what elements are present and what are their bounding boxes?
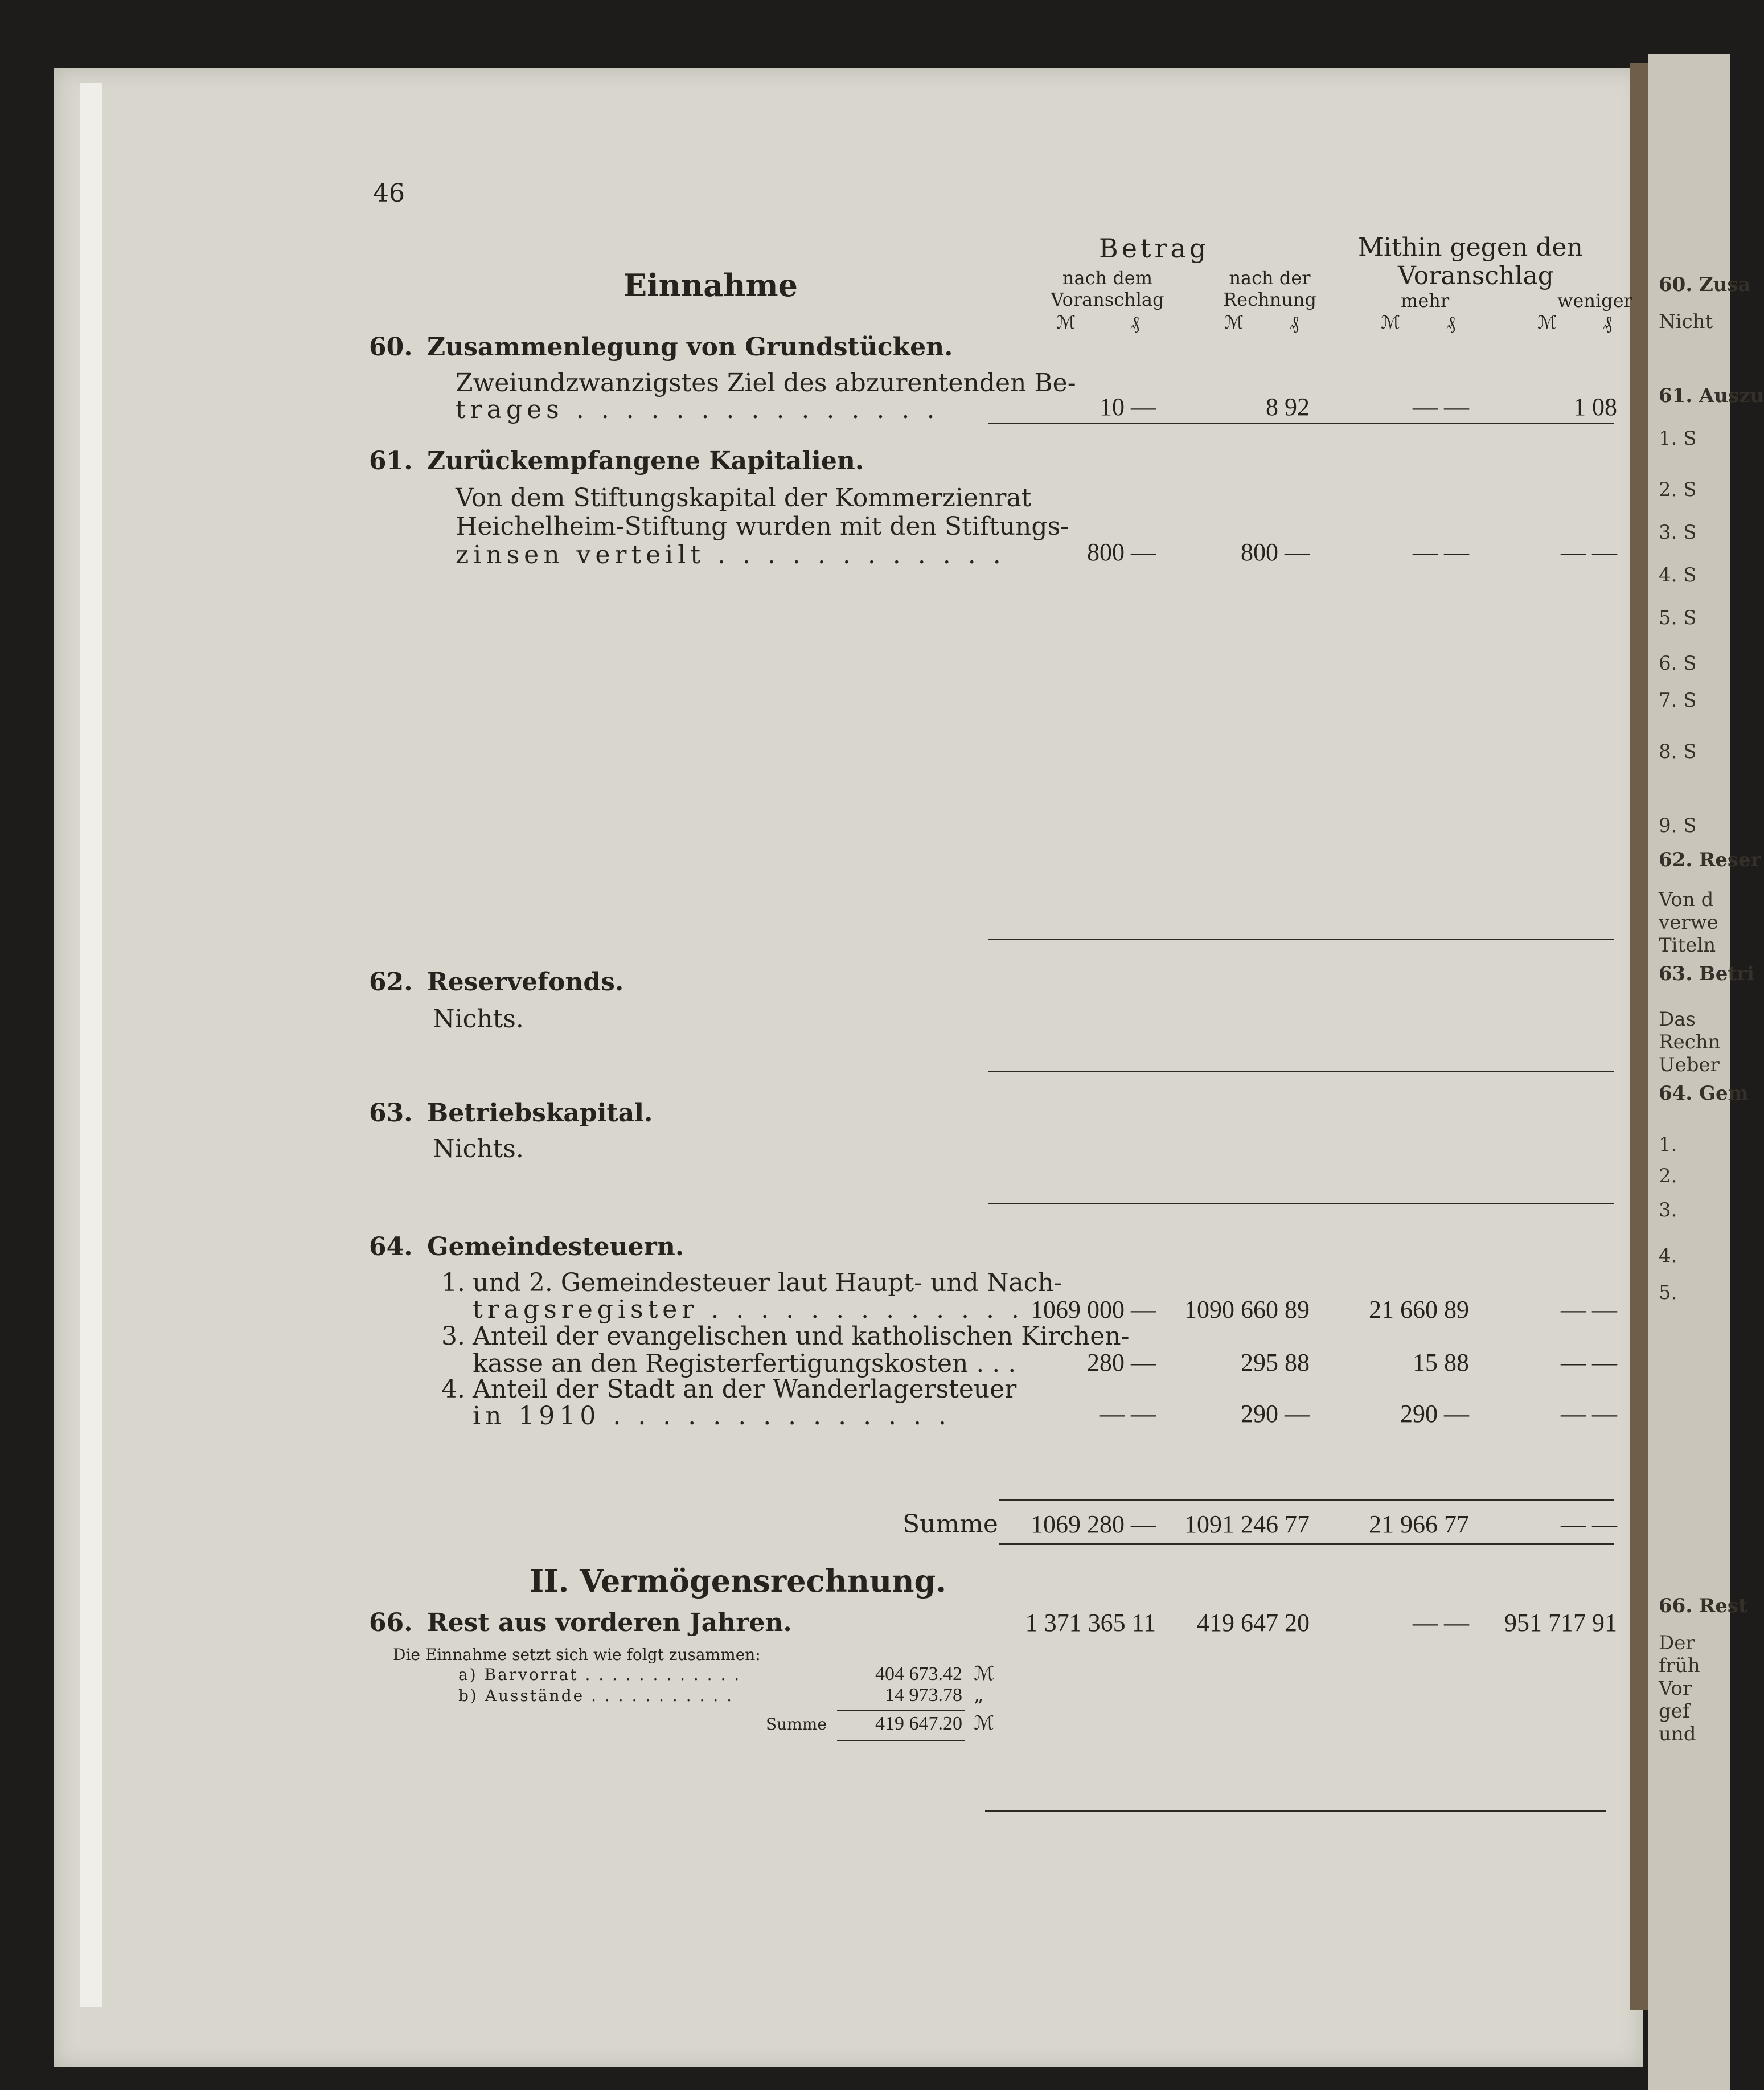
sub-number: 4. bbox=[441, 1375, 465, 1404]
page-number: 46 bbox=[373, 179, 405, 208]
facing-page-text: 7. S bbox=[1659, 689, 1697, 712]
breakdown-label: a) Barvorrat . . . . . . . . . . . . bbox=[458, 1665, 741, 1684]
mehr-value: 290 — bbox=[1400, 1400, 1469, 1428]
rechnung-header-1: nach der bbox=[1229, 267, 1311, 289]
mark-col4: ℳ bbox=[1537, 312, 1557, 333]
facing-page-text: 1. bbox=[1659, 1133, 1677, 1156]
rule bbox=[988, 1203, 1614, 1204]
facing-page-text: Von d bbox=[1659, 888, 1714, 911]
facing-page-text: 63. Betri bbox=[1659, 962, 1754, 985]
facing-page-text: 2. S bbox=[1659, 478, 1697, 501]
section-title: Einnahme bbox=[623, 267, 798, 304]
breakdown-total: 419 647.20 bbox=[875, 1713, 962, 1734]
item-number: 64. bbox=[369, 1232, 413, 1261]
rechnung-value: 1090 660 89 bbox=[1184, 1296, 1310, 1323]
betrag-header: Betrag bbox=[1099, 233, 1210, 264]
rule bbox=[999, 1543, 1614, 1545]
voranschlag-header-1: nach dem bbox=[1062, 267, 1153, 289]
summe-rechnung: 1091 246 77 bbox=[1184, 1510, 1310, 1538]
facing-page-text: 66. Rest bbox=[1659, 1595, 1747, 1617]
breakdown-unit: „ bbox=[974, 1683, 984, 1706]
mithin-header-2: Voranschlag bbox=[1398, 261, 1554, 290]
breakdown-total-label: Summe bbox=[766, 1715, 827, 1734]
facing-page-text: 3. bbox=[1659, 1199, 1677, 1222]
facing-page-text: 5. S bbox=[1659, 606, 1697, 629]
weniger-value: 1 08 bbox=[1573, 393, 1617, 421]
facing-page-text: Der bbox=[1659, 1632, 1695, 1654]
rechnung-value: 295 88 bbox=[1241, 1349, 1310, 1376]
rechnung-value: 290 — bbox=[1241, 1400, 1310, 1428]
breakdown-total-unit: ℳ bbox=[974, 1712, 995, 1735]
rule bbox=[837, 1740, 965, 1741]
weniger-value: — — bbox=[1561, 1400, 1617, 1428]
mehr-value: — — bbox=[1413, 393, 1469, 421]
item-text: Zweiundzwanzigstes Ziel des abzurentenden Be- bbox=[456, 368, 1076, 397]
facing-page-fragment bbox=[1648, 54, 1764, 2090]
facing-page-text: 8. S bbox=[1659, 740, 1697, 763]
rule bbox=[985, 1810, 1606, 1812]
pfennig-col2: ₰ bbox=[1290, 312, 1299, 333]
facing-page-text: Rechn bbox=[1659, 1031, 1721, 1054]
rule bbox=[988, 423, 1614, 424]
item-text: Von dem Stiftungskapital der Kommerzienrat bbox=[456, 483, 1032, 513]
facing-page-text: Ueber bbox=[1659, 1054, 1720, 1076]
item-text: Heichelheim-Stiftung wurden mit den Stiftungs- bbox=[456, 512, 1069, 541]
facing-page-text: 60. Zusa bbox=[1659, 273, 1751, 296]
rule bbox=[988, 1071, 1614, 1072]
voranschlag-value: 1 371 365 11 bbox=[1025, 1609, 1156, 1637]
item-title: Rest aus vorderen Jahren. bbox=[427, 1608, 792, 1637]
facing-page-text: 4. bbox=[1659, 1244, 1677, 1267]
sub-text: Anteil der evangelischen und katholischen Kirchen- bbox=[473, 1322, 1130, 1351]
item-number: 63. bbox=[369, 1099, 413, 1128]
rechnung-value: 419 647 20 bbox=[1197, 1609, 1310, 1637]
facing-page-text: 2. bbox=[1659, 1165, 1677, 1187]
mehr-value: 21 660 89 bbox=[1369, 1296, 1469, 1323]
rechnung-value: 800 — bbox=[1241, 538, 1310, 566]
sub-number: 3. bbox=[441, 1322, 465, 1351]
mehr-value: — — bbox=[1413, 538, 1469, 566]
facing-page-text: 4. S bbox=[1659, 564, 1697, 587]
item-number: 62. bbox=[369, 968, 413, 997]
mehr-header: mehr bbox=[1401, 290, 1450, 312]
item-text: trages . . . . . . . . . . . . . . . bbox=[456, 395, 940, 424]
summe-weniger: — — bbox=[1561, 1510, 1617, 1538]
rule bbox=[837, 1710, 965, 1711]
voranschlag-value: 800 — bbox=[1087, 538, 1156, 566]
summe-voranschlag: 1069 280 — bbox=[1031, 1510, 1156, 1538]
facing-page-text: 6. S bbox=[1659, 652, 1697, 675]
item-title: Betriebskapital. bbox=[427, 1099, 653, 1128]
facing-page-text: 9. S bbox=[1659, 814, 1697, 837]
voranschlag-value: 280 — bbox=[1087, 1349, 1156, 1376]
breakdown-intro: Die Einnahme setzt sich wie folgt zusammen: bbox=[393, 1645, 761, 1664]
mark-col2: ℳ bbox=[1224, 312, 1244, 333]
breakdown-value: 404 673.42 bbox=[875, 1663, 962, 1685]
weniger-value: 951 717 91 bbox=[1504, 1609, 1617, 1637]
facing-page-text: Nicht bbox=[1659, 310, 1713, 333]
part-heading: II. Vermögensrechnung. bbox=[530, 1563, 947, 1599]
voranschlag-value: 10 — bbox=[1100, 393, 1156, 421]
mehr-value: 15 88 bbox=[1413, 1349, 1469, 1376]
rechnung-value: 8 92 bbox=[1266, 393, 1310, 421]
facing-page-text: und bbox=[1659, 1723, 1696, 1745]
mehr-value: — — bbox=[1413, 1609, 1469, 1637]
weniger-header: weniger bbox=[1557, 290, 1632, 312]
item-title: Zusammenlegung von Grundstücken. bbox=[427, 333, 953, 362]
facing-page-text: verwe bbox=[1659, 911, 1718, 934]
rechnung-header-2: Rechnung bbox=[1223, 289, 1316, 310]
pfennig-col3: ₰ bbox=[1446, 312, 1455, 333]
facing-page-text: 5. bbox=[1659, 1281, 1677, 1304]
item-text: zinsen verteilt . . . . . . . . . . . . bbox=[456, 540, 1006, 569]
breakdown-value: 14 973.78 bbox=[885, 1685, 962, 1706]
sub-number: 1. bbox=[441, 1268, 465, 1297]
facing-page-text: 64. Gem bbox=[1659, 1082, 1749, 1105]
rule bbox=[988, 939, 1614, 940]
rule bbox=[999, 1499, 1614, 1501]
breakdown-unit: ℳ bbox=[974, 1662, 995, 1685]
summe-mehr: 21 966 77 bbox=[1369, 1510, 1469, 1538]
sub-text: kasse an den Registerfertigungskosten . . . bbox=[473, 1349, 1016, 1378]
voranschlag-value: 1069 000 — bbox=[1031, 1296, 1156, 1323]
weniger-value: — — bbox=[1561, 538, 1617, 566]
item-number: 60. bbox=[369, 333, 413, 362]
facing-page-text: gef bbox=[1659, 1700, 1690, 1723]
summe-label: Summe bbox=[902, 1510, 998, 1539]
facing-page-text: Das bbox=[1659, 1008, 1696, 1031]
sub-text: und 2. Gemeindesteuer laut Haupt- und Nach- bbox=[473, 1268, 1062, 1297]
pfennig-col4: ₰ bbox=[1603, 312, 1612, 333]
item-number: 61. bbox=[369, 446, 413, 476]
item-title: Gemeindesteuern. bbox=[427, 1232, 684, 1261]
page-edge bbox=[80, 83, 102, 2007]
facing-page-text: Titeln bbox=[1659, 934, 1716, 957]
breakdown-label: b) Ausstände . . . . . . . . . . . bbox=[458, 1686, 734, 1705]
sub-text: Anteil der Stadt an der Wanderlagersteuer bbox=[473, 1375, 1017, 1404]
mithin-header-1: Mithin gegen den bbox=[1358, 233, 1583, 262]
item-text: Nichts. bbox=[433, 1134, 524, 1163]
item-title: Zurückempfangene Kapitalien. bbox=[427, 446, 864, 476]
facing-page-text: 1. S bbox=[1659, 427, 1697, 450]
sub-text: tragsregister . . . . . . . . . . . . . bbox=[473, 1295, 1024, 1324]
sub-text: in 1910 . . . . . . . . . . . . . . bbox=[473, 1401, 951, 1431]
pfennig-col1: ₰ bbox=[1130, 312, 1139, 333]
facing-page-text: 3. S bbox=[1659, 521, 1697, 544]
mark-col3: ℳ bbox=[1381, 312, 1401, 333]
item-number: 66. bbox=[369, 1608, 413, 1637]
voranschlag-value: — — bbox=[1100, 1400, 1156, 1428]
mark-col1: ℳ bbox=[1056, 312, 1076, 333]
weniger-value: — — bbox=[1561, 1296, 1617, 1323]
item-text: Nichts. bbox=[433, 1005, 524, 1034]
facing-page-text: Vor bbox=[1659, 1677, 1692, 1700]
voranschlag-header-2: Voranschlag bbox=[1051, 289, 1164, 310]
weniger-value: — — bbox=[1561, 1349, 1617, 1376]
facing-page-text: 62. Reser bbox=[1659, 849, 1761, 871]
item-title: Reservefonds. bbox=[427, 968, 624, 997]
facing-page-text: 61. Auszu bbox=[1659, 384, 1764, 407]
facing-page-text: früh bbox=[1659, 1654, 1700, 1677]
